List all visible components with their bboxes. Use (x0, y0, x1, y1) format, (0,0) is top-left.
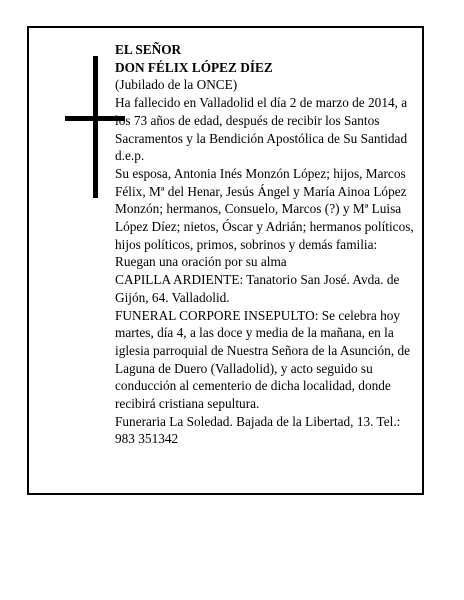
obituary-notice (27, 26, 424, 495)
rest-in-peace-text: d.e.p. (115, 148, 145, 164)
deceased-title: EL SEÑOR (115, 42, 182, 57)
cross-vertical-bar (93, 56, 98, 198)
funeral-information: FUNERAL CORPORE INSEPULTO: Se celebra hoy martes, día 4, a las doce y media de la mañana, en la iglesia parroquial de Nuestra Señora de la Asunción, de Laguna de Duero (Valladolid), y acto seguido su conducción al cementerio de dicha localidad, donde recibirá cristiana sepultura. (115, 307, 411, 412)
funeral-home-information: Funeraria La Soledad. Bajada de la Libertad, 13. Tel.: 983 351342 (115, 413, 401, 447)
notice-text (115, 41, 423, 448)
family-list: Su esposa, Antonia Inés Monzón López; hijos, Marcos Félix, Mª del Henar, Jesús Ángel y María Ainoa López Monzón; hermanos, Consuelo, Marcos (?) y Mª Luisa López Díez; nietos, Óscar y Adrián; hermanos políticos, hijos políticos, primos, sobrinos y demás familia: (115, 165, 414, 252)
chapel-information: CAPILLA ARDIENTE: Tanatorio San José. Avda. de Gijón, 64. Valladolid. (115, 272, 400, 305)
deceased-name: DON FÉLIX LÓPEZ DÍEZ (115, 59, 273, 75)
deceased-description: (Jubilado de la ONCE) (115, 77, 238, 93)
death-announcement: Ha fallecido en Valladolid el día 2 de marzo de 2014, a los 73 años de edad, después de recibir los Santos Sacramentos y la Bendición Apostólica de Su Santidad (115, 95, 408, 146)
prayer-request: Ruegan una oración por su alma (115, 254, 287, 270)
